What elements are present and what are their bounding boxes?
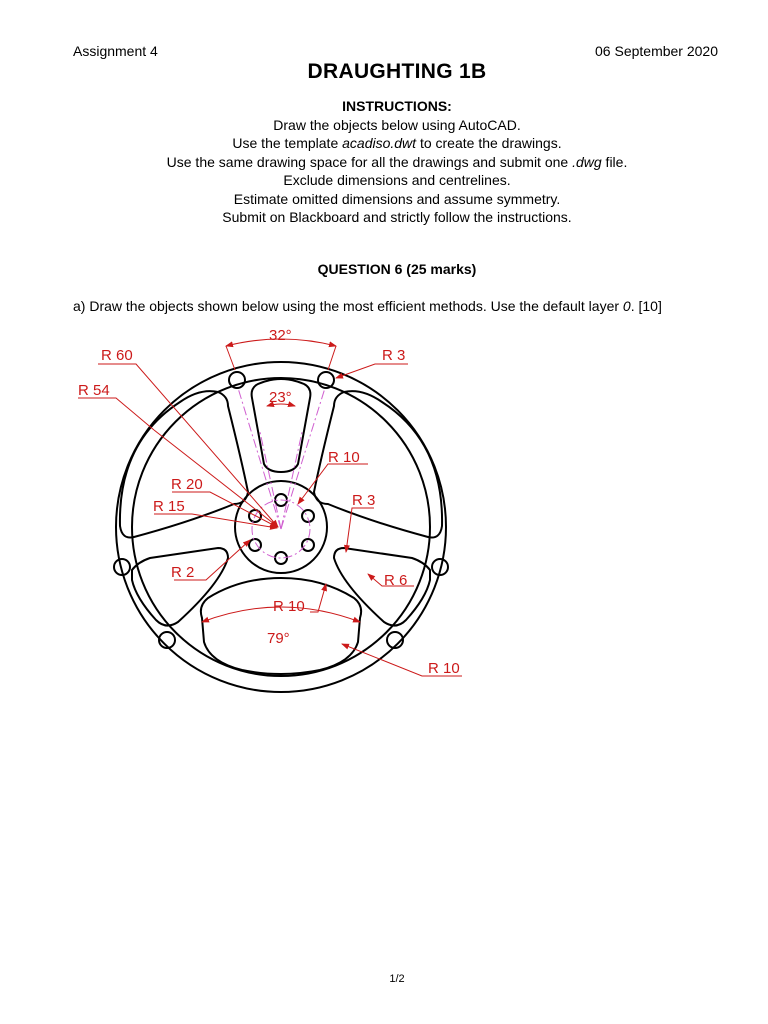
- document-title: DRAUGHTING 1B: [307, 60, 487, 83]
- cutout-bottom: [201, 578, 361, 674]
- wheel-drawing: [70, 322, 490, 722]
- dim-r54: R 54: [78, 382, 110, 399]
- cutout-lower-left: [132, 548, 228, 626]
- assignment-label: Assignment 4: [73, 43, 158, 59]
- instruction-line-1: Draw the objects below using AutoCAD.: [273, 116, 521, 133]
- dim-r3-right: R 3: [352, 492, 376, 509]
- dim-r3-top: R 3: [382, 347, 406, 364]
- dim-r20: R 20: [171, 476, 203, 493]
- instructions-heading: INSTRUCTIONS:: [342, 98, 452, 114]
- dim-r6: R 6: [384, 572, 408, 589]
- dim-r15: R 15: [153, 498, 185, 515]
- hub-hole: [249, 539, 261, 551]
- dim-r10-outer: R 10: [428, 660, 460, 677]
- instruction-line-5: Estimate omitted dimensions and assume symmetry.: [233, 190, 561, 207]
- dim-angle-79: 79°: [267, 630, 290, 647]
- hub-hole: [302, 510, 314, 522]
- date-label: 06 September 2020: [595, 43, 718, 59]
- hub-hole: [302, 539, 314, 551]
- dim-r2: R 2: [171, 564, 195, 581]
- centre-lines: [238, 388, 325, 558]
- instructions-block: [0, 97, 768, 227]
- instruction-line-6: Submit on Blackboard and strictly follow the instructions.: [222, 209, 572, 225]
- dim-r10-spoke: R 10: [328, 449, 360, 466]
- dim-r10-inner: R 10: [273, 598, 305, 615]
- instruction-line-2: Use the template acadiso.dwt to create the drawings.: [232, 135, 562, 151]
- task-text: a) Draw the objects shown below using the most efficient methods. Use the default layer 0. [10]: [73, 298, 662, 314]
- instruction-line-3: Use the same drawing space for all the drawings and submit one .dwg file.: [166, 153, 628, 170]
- dim-r60: R 60: [101, 347, 133, 364]
- dim-angle-32: 32°: [269, 327, 292, 344]
- page-number: 1/2: [389, 973, 405, 985]
- instruction-line-4: Exclude dimensions and centrelines.: [283, 172, 511, 188]
- question-heading: QUESTION 6 (25 marks): [317, 261, 477, 277]
- cutout-lower-right: [334, 548, 430, 626]
- dim-angle-23: 23°: [269, 389, 292, 406]
